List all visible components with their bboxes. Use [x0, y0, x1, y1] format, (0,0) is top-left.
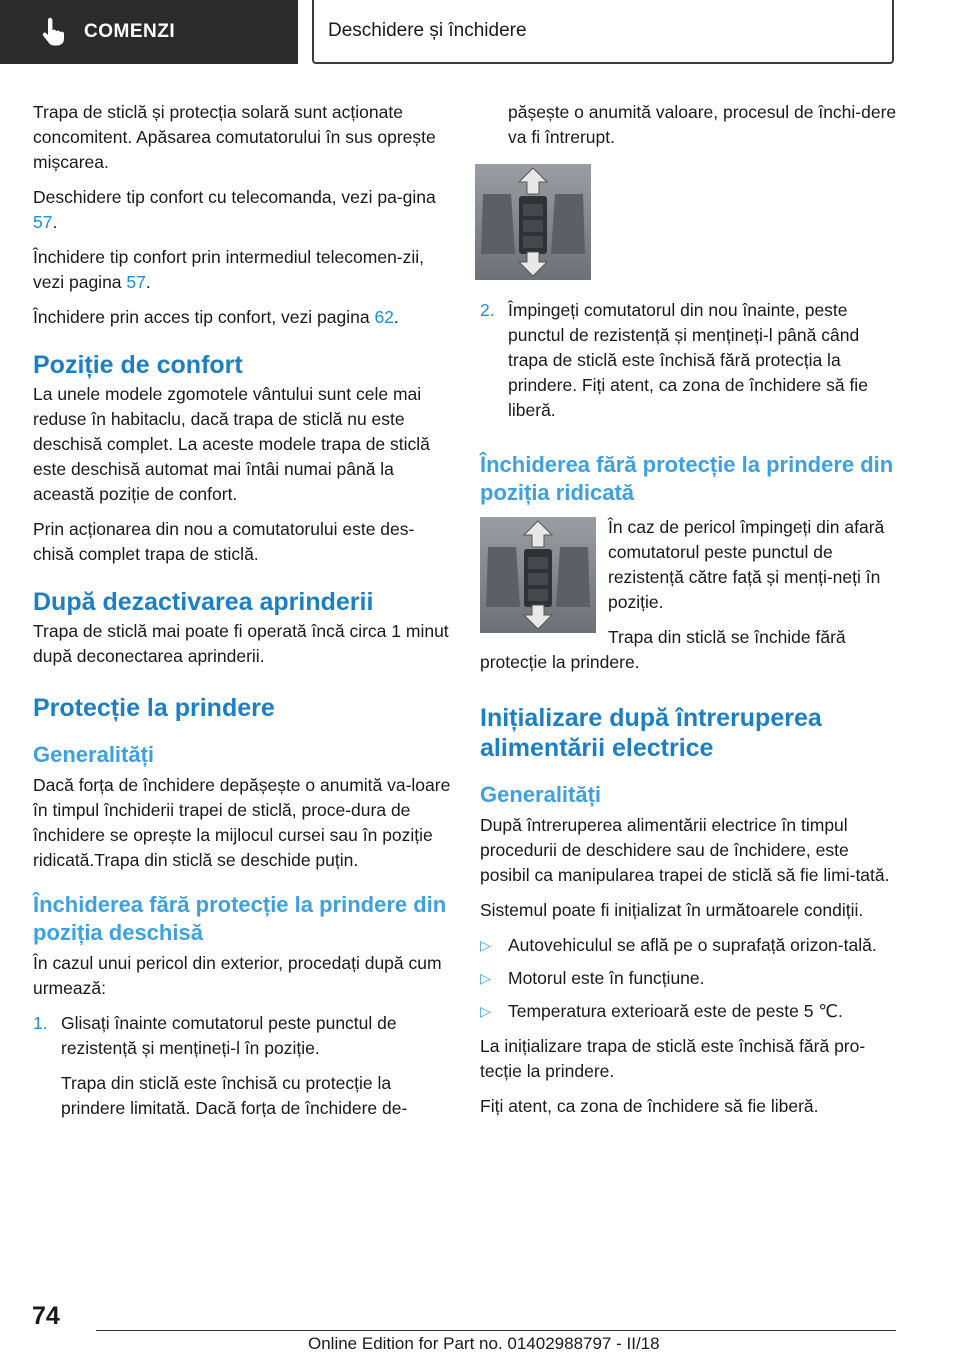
paragraph: pășește o anumită valoare, procesul de închi-dere va fi întrerupt. — [508, 102, 897, 147]
right-column — [480, 100, 900, 1129]
chapter-title: Deschidere și închidere — [328, 20, 527, 41]
heading-general: Generalități — [33, 742, 155, 767]
page-number: 74 — [32, 1302, 60, 1330]
step-item — [33, 1011, 451, 1131]
paragraph: Trapa de sticlă și protecția solară sunt acționate concomitent. Apăsarea comutatorului în sus oprește mișcarea. — [33, 102, 436, 172]
step-text: Glisați înainte comutatorul peste punctul de rezistență și mențineți-l în poziție. — [61, 1013, 397, 1058]
paragraph: Deschidere tip confort cu telecomanda, vezi pa-gina 57. — [33, 187, 436, 232]
list-item — [480, 966, 900, 991]
text: Închidere prin acces tip confort, vezi pagina — [33, 307, 375, 327]
section-label: COMENZI — [84, 21, 176, 42]
left-column — [33, 100, 451, 1141]
page-link[interactable]: 57 — [33, 212, 53, 232]
list-item — [480, 999, 900, 1024]
heading-close-from-raised: Închiderea fără protecție la prindere din poziția ridicată — [480, 452, 894, 505]
edition-text: Online Edition for Part no. 01402988797 - II/18 — [308, 1334, 660, 1353]
chapter-tab[interactable] — [312, 0, 894, 64]
pointing-hand-icon — [38, 17, 68, 47]
section-tab[interactable] — [0, 0, 298, 64]
heading-after-ignition-off: După dezactivarea aprinderii — [33, 588, 374, 616]
list-item — [480, 933, 900, 958]
step-text: Împingeți comutatorul din nou înainte, peste punctul de rezistență și mențineți-l până când trapa de sticlă este închisă fără protecția la prindere. Fiți atent, ca zona de închidere să fie liberă. — [508, 300, 868, 420]
float-section — [480, 515, 900, 685]
step-number: 1. — [33, 1013, 48, 1033]
sunroof-switch-image — [475, 164, 591, 280]
heading-general: Generalități — [480, 782, 602, 807]
figure-switch-1 — [475, 164, 900, 280]
paragraph: Închidere tip confort prin intermediul telecomen-zii, vezi pagina 57. — [33, 247, 425, 292]
paragraph: Fiți atent, ca zona de închidere să fie liberă. — [480, 1096, 819, 1116]
footer-divider — [96, 1330, 896, 1331]
heading-initialization: Inițializare după întreruperea alimentării electrice — [480, 704, 822, 762]
heading-pinch-protection: Protecție la prindere — [33, 694, 275, 722]
step-number: 2. — [480, 300, 495, 320]
triangle-bullet-icon: ▷ — [480, 970, 491, 986]
list-item-text: Motorul este în funcțiune. — [508, 968, 705, 988]
step-text: Trapa din sticlă este închisă cu protecție la prindere limitată. Dacă forța de închidere de- — [61, 1073, 408, 1118]
text: Deschidere tip confort cu telecomanda, vezi pa-gina — [33, 187, 436, 207]
paragraph: Trapa din sticlă se închide fără protecție la prindere. — [480, 627, 846, 672]
paragraph: Închidere prin acces tip confort, vezi pagina 62. — [33, 307, 399, 327]
paragraph: După întreruperea alimentării electrice în timpul procedurii de deschidere sau de închidere, este posibil ca manipularea trapei de sticlă să fie limi-tată. — [480, 815, 890, 885]
paragraph: Trapa de sticlă mai poate fi operată încă circa 1 minut după deconectarea aprinderii. — [33, 621, 449, 666]
paragraph: La inițializare trapa de sticlă este închisă fără pro-tecție la prindere. — [480, 1036, 866, 1081]
triangle-bullet-icon: ▷ — [480, 937, 491, 953]
page-link[interactable]: 62 — [374, 307, 394, 327]
page-footer — [0, 1300, 960, 1362]
sunroof-switch-image — [480, 517, 596, 633]
heading-comfort-position: Poziție de confort — [33, 351, 243, 379]
list-item-text: Temperatura exterioară este de peste 5 ℃. — [508, 1001, 843, 1021]
text: Închidere tip confort prin intermediul telecomen-zii, vezi pagina — [33, 247, 425, 292]
triangle-bullet-icon: ▷ — [480, 1003, 491, 1019]
list-item-text: Autovehiculul se află pe o suprafață orizon-tală. — [508, 935, 877, 955]
paragraph: Sistemul poate fi inițializat în următoarele condiții. — [480, 900, 864, 920]
page-header — [0, 0, 960, 66]
paragraph: În cazul unui pericol din exterior, procedați după cum urmează: — [33, 953, 442, 998]
paragraph: În caz de pericol împingeți din afară comutatorul peste punctul de rezistență către față și menți-neți în poziție. — [608, 517, 885, 612]
paragraph: Prin acționarea din nou a comutatorului este des-chisă complet trapa de sticlă. — [33, 519, 415, 564]
page-link[interactable]: 57 — [126, 272, 146, 292]
paragraph: La unele modele zgomotele vântului sunt cele mai reduse în habitaclu, dacă trapa de sticlă nu este deschisă complet. La aceste modele trapa de sticlă este deschisă automat mai întâi numai până la această poziție de confort. — [33, 384, 430, 504]
heading-close-from-open: Închiderea fără protecție la prindere din poziția deschisă — [33, 892, 447, 945]
step-item — [480, 298, 900, 433]
paragraph: Dacă forța de închidere depășește o anumită va-loare în timpul închiderii trapei de sticlă, proce-dura de închidere se oprește la mijlocul cursei sau în poziție ridicată.Trapa din sticlă se deschide puțin. — [33, 775, 451, 870]
